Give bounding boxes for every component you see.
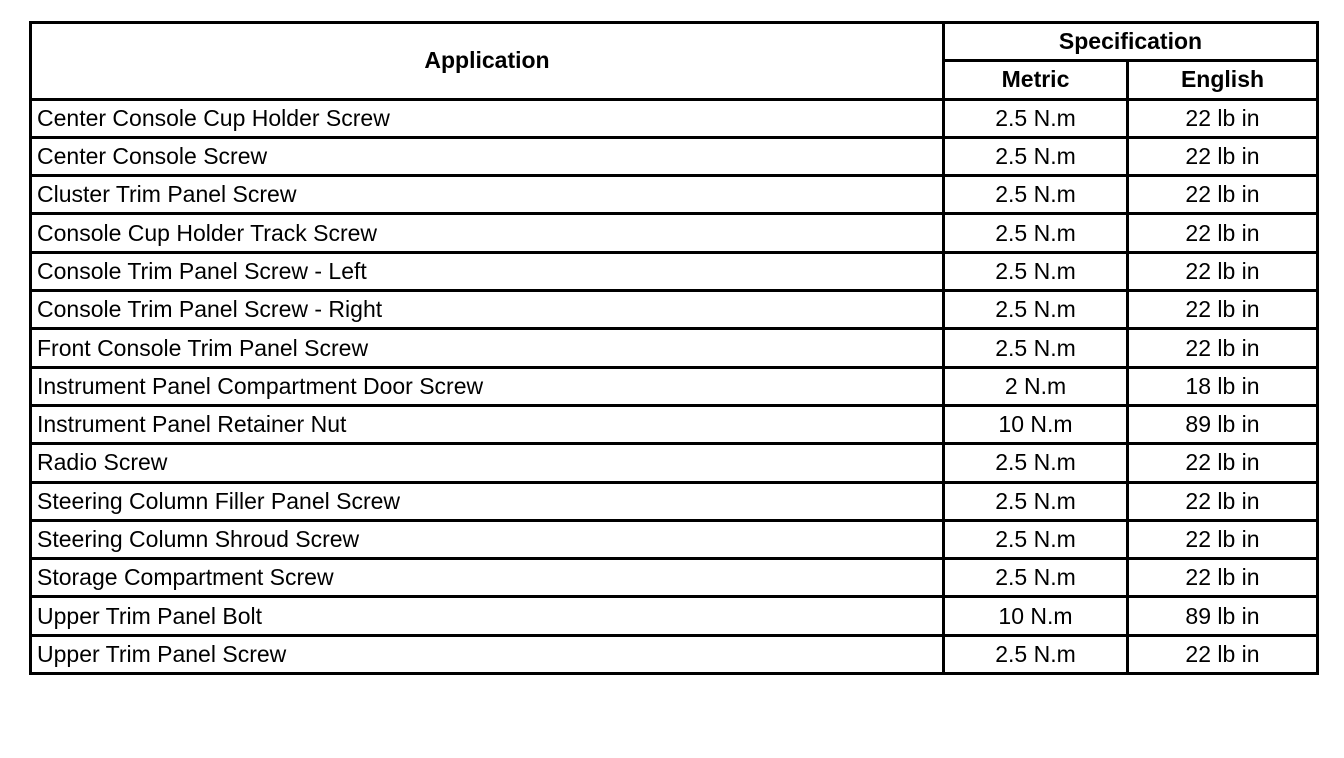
- application-header: Application: [31, 23, 944, 100]
- table-row: [31, 559, 1318, 597]
- metric-cell: 2.5 N.m: [944, 99, 1128, 137]
- english-cell: 89 lb in: [1128, 405, 1318, 443]
- application-cell: Upper Trim Panel Bolt: [31, 597, 944, 635]
- table-row: [31, 482, 1318, 520]
- application-cell: Front Console Trim Panel Screw: [31, 329, 944, 367]
- metric-cell: 2.5 N.m: [944, 520, 1128, 558]
- application-cell: Radio Screw: [31, 444, 944, 482]
- metric-cell: 2.5 N.m: [944, 176, 1128, 214]
- metric-header: Metric: [944, 61, 1128, 99]
- metric-cell: 2.5 N.m: [944, 482, 1128, 520]
- english-cell: 22 lb in: [1128, 559, 1318, 597]
- english-header: English: [1128, 61, 1318, 99]
- english-cell: 89 lb in: [1128, 597, 1318, 635]
- application-cell: Console Cup Holder Track Screw: [31, 214, 944, 252]
- table-row: [31, 520, 1318, 558]
- application-cell: Center Console Screw: [31, 137, 944, 175]
- table-row: [31, 291, 1318, 329]
- english-cell: 22 lb in: [1128, 482, 1318, 520]
- english-cell: 22 lb in: [1128, 329, 1318, 367]
- metric-cell: 2.5 N.m: [944, 444, 1128, 482]
- metric-cell: 10 N.m: [944, 405, 1128, 443]
- metric-cell: 2.5 N.m: [944, 137, 1128, 175]
- english-cell: 22 lb in: [1128, 99, 1318, 137]
- metric-cell: 2 N.m: [944, 367, 1128, 405]
- table-row: [31, 99, 1318, 137]
- application-cell: Upper Trim Panel Screw: [31, 635, 944, 673]
- table-row: [31, 635, 1318, 673]
- table-row: [31, 214, 1318, 252]
- table-row: [31, 137, 1318, 175]
- english-cell: 22 lb in: [1128, 444, 1318, 482]
- torque-spec-table: [29, 21, 1319, 675]
- application-cell: Steering Column Filler Panel Screw: [31, 482, 944, 520]
- english-cell: 22 lb in: [1128, 291, 1318, 329]
- table-header: [31, 23, 1318, 100]
- english-cell: 22 lb in: [1128, 214, 1318, 252]
- application-cell: Center Console Cup Holder Screw: [31, 99, 944, 137]
- metric-cell: 2.5 N.m: [944, 214, 1128, 252]
- english-cell: 22 lb in: [1128, 635, 1318, 673]
- metric-cell: 2.5 N.m: [944, 329, 1128, 367]
- specification-header: Specification: [944, 23, 1318, 61]
- application-cell: Storage Compartment Screw: [31, 559, 944, 597]
- header-row: [31, 23, 1318, 61]
- table-row: [31, 252, 1318, 290]
- english-cell: 18 lb in: [1128, 367, 1318, 405]
- metric-cell: 10 N.m: [944, 597, 1128, 635]
- metric-cell: 2.5 N.m: [944, 291, 1128, 329]
- application-cell: Instrument Panel Compartment Door Screw: [31, 367, 944, 405]
- english-cell: 22 lb in: [1128, 520, 1318, 558]
- table-row: [31, 367, 1318, 405]
- application-cell: Steering Column Shroud Screw: [31, 520, 944, 558]
- table-body: [31, 99, 1318, 673]
- table-row: [31, 444, 1318, 482]
- metric-cell: 2.5 N.m: [944, 559, 1128, 597]
- table-row: [31, 176, 1318, 214]
- application-cell: Instrument Panel Retainer Nut: [31, 405, 944, 443]
- english-cell: 22 lb in: [1128, 137, 1318, 175]
- english-cell: 22 lb in: [1128, 176, 1318, 214]
- english-cell: 22 lb in: [1128, 252, 1318, 290]
- metric-cell: 2.5 N.m: [944, 252, 1128, 290]
- table-row: [31, 597, 1318, 635]
- application-cell: Console Trim Panel Screw - Left: [31, 252, 944, 290]
- metric-cell: 2.5 N.m: [944, 635, 1128, 673]
- table-row: [31, 329, 1318, 367]
- application-cell: Cluster Trim Panel Screw: [31, 176, 944, 214]
- application-cell: Console Trim Panel Screw - Right: [31, 291, 944, 329]
- table-row: [31, 405, 1318, 443]
